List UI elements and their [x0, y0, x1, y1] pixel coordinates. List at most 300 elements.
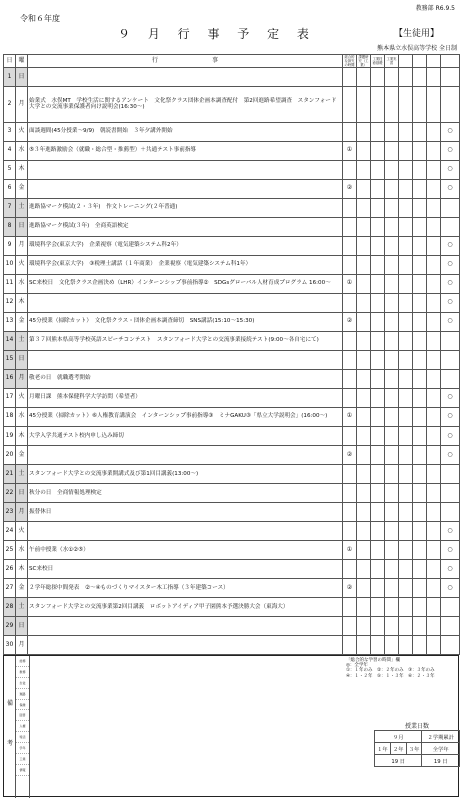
day-of-week: 木 [16, 426, 28, 445]
integrated-study-mark: ② [343, 445, 357, 464]
practice-mark: ○ [441, 160, 460, 179]
integrated-study-mark [343, 87, 357, 122]
event-text [28, 521, 343, 540]
day-number: 17 [4, 388, 16, 407]
practice-mark: ○ [441, 578, 460, 597]
integrated-study-mark [343, 483, 357, 502]
column-header-blank-2 [413, 55, 427, 68]
mark-cell [427, 578, 441, 597]
integrated-study-mark: ② [343, 179, 357, 198]
mark-cell [399, 540, 413, 559]
mark-cell [399, 198, 413, 217]
integrated-study-mark [343, 635, 357, 654]
practice-mark [441, 597, 460, 616]
mark-cell [413, 236, 427, 255]
schedule-row [4, 369, 460, 388]
mark-cell [371, 521, 385, 540]
integrated-study-mark [343, 331, 357, 350]
mark-cell [413, 597, 427, 616]
integrated-study-mark [343, 236, 357, 255]
day-number: 6 [4, 179, 16, 198]
schedule-table [3, 54, 460, 655]
remarks-category: 工業 [16, 754, 29, 765]
legend-line: ◎：全学年 [346, 663, 368, 669]
mark-cell [427, 464, 441, 483]
remarks-label-bottom: 考 [7, 740, 14, 747]
day-number: 19 [4, 426, 16, 445]
mark-cell [427, 274, 441, 293]
mark-cell [357, 521, 371, 540]
day-of-week: 金 [16, 578, 28, 597]
mark-cell [385, 559, 399, 578]
mark-cell [399, 236, 413, 255]
mark-cell [427, 331, 441, 350]
practice-mark [441, 68, 460, 87]
mark-cell [399, 616, 413, 635]
schedule-row [4, 426, 460, 445]
mark-cell [371, 635, 385, 654]
event-text: 第３７回熊本県高等学校英語スピーチコンテスト スタンフォード大学との交流事業接続テスト(9:00～各自宅にて) [28, 331, 343, 350]
integrated-study-mark [343, 293, 357, 312]
mark-cell [385, 483, 399, 502]
mark-cell [427, 445, 441, 464]
practice-mark: ○ [441, 312, 460, 331]
mark-cell [427, 198, 441, 217]
mark-cell [427, 426, 441, 445]
mark-cell [399, 68, 413, 87]
mark-cell [371, 179, 385, 198]
integrated-study-mark [343, 426, 357, 445]
event-text: 振替休日 [28, 502, 343, 521]
practice-mark [441, 635, 460, 654]
column-header-events: 行 事 [28, 55, 343, 68]
column-header-kadai: 課題研究（工業） [357, 55, 371, 68]
mark-cell [427, 122, 441, 141]
day-of-week: 日 [16, 483, 28, 502]
schedule-row [4, 350, 460, 369]
legend-line: 「総合的な学習の時間」欄 [346, 658, 400, 663]
mark-cell [385, 331, 399, 350]
schedule-row [4, 521, 460, 540]
integrated-study-legend [346, 658, 457, 679]
mark-cell [371, 445, 385, 464]
mark-cell [413, 160, 427, 179]
mark-cell [357, 559, 371, 578]
days-month-header: ９月 [375, 731, 422, 743]
mark-cell [371, 464, 385, 483]
schedule-row [4, 540, 460, 559]
integrated-study-mark [343, 198, 357, 217]
mark-cell [427, 179, 441, 198]
mark-cell [385, 426, 399, 445]
day-number: 27 [4, 578, 16, 597]
day-of-week: 火 [16, 521, 28, 540]
event-text: 秋分の日 全商情報処理検定 [28, 483, 343, 502]
mark-cell [385, 597, 399, 616]
mark-cell [427, 312, 441, 331]
integrated-study-mark [343, 616, 357, 635]
mark-cell [357, 369, 371, 388]
mark-cell [385, 179, 399, 198]
mark-cell [399, 274, 413, 293]
mark-cell [399, 597, 413, 616]
event-text: スタンフォード大学との交流事業第2回目講義 ロボットアイディア甲子園熊本予選決勝大会（東海大） [28, 597, 343, 616]
day-number: 13 [4, 312, 16, 331]
day-of-week: 水 [16, 274, 28, 293]
legend-line: ④：１・２年 ⑤：１・３年 ⑥：２・３年 [346, 673, 435, 679]
column-header-tankyu: 総合的な探究の時間 [343, 55, 357, 68]
mark-cell [427, 68, 441, 87]
day-number: 21 [4, 464, 16, 483]
day-of-week: 火 [16, 388, 28, 407]
mark-cell [357, 255, 371, 274]
remarks-category: 図書 [16, 710, 29, 721]
day-of-week: 金 [16, 179, 28, 198]
remarks-category: 総務 [16, 656, 29, 667]
mark-cell [413, 141, 427, 160]
mark-cell [399, 141, 413, 160]
day-number: 14 [4, 331, 16, 350]
integrated-study-mark [343, 350, 357, 369]
integrated-study-mark [343, 388, 357, 407]
day-number: 24 [4, 521, 16, 540]
mark-cell [357, 160, 371, 179]
mark-cell [413, 426, 427, 445]
schedule-row [4, 274, 460, 293]
day-of-week: 日 [16, 350, 28, 369]
day-of-week: 土 [16, 331, 28, 350]
mark-cell [357, 141, 371, 160]
practice-mark: ○ [441, 445, 460, 464]
mark-cell [399, 331, 413, 350]
event-text: 進路協マーク模試(２・３年) 作文トレーニング(２年普通) [28, 198, 343, 217]
schedule-row [4, 559, 460, 578]
practice-mark: ○ [441, 388, 460, 407]
days-month-value: 19 日 [375, 755, 422, 767]
mark-cell [357, 350, 371, 369]
mark-cell [427, 502, 441, 521]
mark-cell [357, 274, 371, 293]
mark-cell [385, 217, 399, 236]
schedule-row [4, 635, 460, 654]
mark-cell [357, 312, 371, 331]
mark-cell [413, 331, 427, 350]
day-of-week: 金 [16, 312, 28, 331]
day-number: 26 [4, 559, 16, 578]
mark-cell [413, 540, 427, 559]
day-of-week: 火 [16, 122, 28, 141]
mark-cell [413, 312, 427, 331]
schedule-row [4, 160, 460, 179]
practice-mark: ○ [441, 122, 460, 141]
mark-cell [399, 426, 413, 445]
day-of-week: 金 [16, 445, 28, 464]
mark-cell [413, 179, 427, 198]
mark-cell [385, 293, 399, 312]
mark-cell [371, 331, 385, 350]
day-of-week: 月 [16, 635, 28, 654]
fiscal-year: 令和６年度 [20, 14, 60, 23]
integrated-study-mark: ① [343, 540, 357, 559]
day-of-week: 日 [16, 68, 28, 87]
mark-cell [385, 369, 399, 388]
mark-cell [413, 502, 427, 521]
days-grade2: ２年 [390, 743, 406, 755]
schedule-row [4, 502, 460, 521]
integrated-study-mark [343, 217, 357, 236]
practice-mark [441, 198, 460, 217]
mark-cell [399, 350, 413, 369]
day-number: 7 [4, 198, 16, 217]
mark-cell [427, 217, 441, 236]
mark-cell [427, 293, 441, 312]
day-number: 29 [4, 616, 16, 635]
schedule-row [4, 68, 460, 87]
integrated-study-mark [343, 597, 357, 616]
mark-cell [357, 293, 371, 312]
mark-cell [357, 578, 371, 597]
event-text: 面談週間(45分授業～9/9) 朝読書開始 ３年夕講外開始 [28, 122, 343, 141]
integrated-study-mark: ① [343, 274, 357, 293]
schedule-row [4, 141, 460, 160]
event-text: 大学入学共通テスト校内申し込み締切 [28, 426, 343, 445]
schedule-rows [4, 68, 460, 655]
schedule-row [4, 388, 460, 407]
day-of-week: 土 [16, 198, 28, 217]
mark-cell [371, 540, 385, 559]
mark-cell [385, 540, 399, 559]
practice-mark: ○ [441, 521, 460, 540]
mark-cell [427, 616, 441, 635]
mark-cell [385, 407, 399, 426]
mark-cell [385, 198, 399, 217]
mark-cell [427, 369, 441, 388]
day-number: 23 [4, 502, 16, 521]
mark-cell [385, 122, 399, 141]
event-text [28, 179, 343, 198]
mark-cell [385, 312, 399, 331]
mark-cell [371, 274, 385, 293]
mark-cell [357, 217, 371, 236]
event-text [28, 350, 343, 369]
day-of-week: 木 [16, 559, 28, 578]
mark-cell [371, 312, 385, 331]
mark-cell [399, 635, 413, 654]
mark-cell [427, 388, 441, 407]
mark-cell [427, 540, 441, 559]
mark-cell [371, 68, 385, 87]
mark-cell [399, 521, 413, 540]
mark-cell [413, 217, 427, 236]
mark-cell [357, 426, 371, 445]
mark-cell [371, 502, 385, 521]
day-number: 1 [4, 68, 16, 87]
schedule-row [4, 464, 460, 483]
mark-cell [371, 369, 385, 388]
practice-mark [441, 350, 460, 369]
mark-cell [413, 198, 427, 217]
schedule-row [4, 217, 460, 236]
day-number: 8 [4, 217, 16, 236]
mark-cell [357, 616, 371, 635]
day-number: 22 [4, 483, 16, 502]
day-of-week: 日 [16, 217, 28, 236]
event-text: ⑤３年進路激励会（就職・総合型・推薦型）＋共通テスト事前指導 [28, 141, 343, 160]
event-text: 環境科学会(東京大学) ③税理士講話（１年商業） 企業視察（電気建築システム科1年） [28, 255, 343, 274]
practice-mark [441, 502, 460, 521]
mark-cell [371, 236, 385, 255]
event-text [28, 616, 343, 635]
day-of-week: 土 [16, 597, 28, 616]
day-of-week: 月 [16, 87, 28, 122]
mark-cell [399, 179, 413, 198]
mark-cell [413, 635, 427, 654]
integrated-study-mark [343, 122, 357, 141]
schedule-row [4, 616, 460, 635]
mark-cell [357, 122, 371, 141]
mark-cell [385, 274, 399, 293]
practice-mark [441, 616, 460, 635]
legend-line: ①：１年のみ ②：２年のみ ③：３年のみ [346, 668, 435, 674]
day-of-week: 水 [16, 141, 28, 160]
mark-cell [399, 502, 413, 521]
mark-cell [357, 483, 371, 502]
mark-cell [385, 236, 399, 255]
mark-cell [413, 122, 427, 141]
day-of-week: 木 [16, 160, 28, 179]
mark-cell [413, 369, 427, 388]
mark-cell [385, 350, 399, 369]
mark-cell [371, 141, 385, 160]
day-of-week: 月 [16, 236, 28, 255]
column-header-dow: 曜 [16, 55, 28, 68]
mark-cell [371, 388, 385, 407]
mark-cell [371, 87, 385, 122]
mark-cell [427, 87, 441, 122]
event-text: 始業式 水俣MT 学校生活に関するアンケート 文化祭クラス団体企画本調査配付 第2回進路希望調査 スタンフォード大学との交流事業保護者向け説明会(16:30～) [28, 87, 343, 122]
day-number: 5 [4, 160, 16, 179]
mark-cell [357, 635, 371, 654]
practice-mark [441, 464, 460, 483]
integrated-study-mark [343, 502, 357, 521]
integrated-study-mark [343, 559, 357, 578]
mark-cell [371, 407, 385, 426]
class-days-table [374, 730, 460, 767]
integrated-study-mark [343, 464, 357, 483]
mark-cell [399, 160, 413, 179]
mark-cell [399, 483, 413, 502]
day-number: 15 [4, 350, 16, 369]
practice-mark: ○ [441, 274, 460, 293]
event-text: 進路協マーク模試(３年) 全商英語検定 [28, 217, 343, 236]
practice-mark: ○ [441, 141, 460, 160]
mark-cell [427, 141, 441, 160]
practice-mark: ○ [441, 426, 460, 445]
mark-cell [399, 388, 413, 407]
mark-cell [385, 464, 399, 483]
mark-cell [385, 388, 399, 407]
integrated-study-mark [343, 68, 357, 87]
mark-cell [385, 616, 399, 635]
day-of-week: 火 [16, 255, 28, 274]
schedule-row [4, 483, 460, 502]
practice-mark [441, 331, 460, 350]
class-days-caption: 授業日数 [404, 723, 429, 730]
day-number: 30 [4, 635, 16, 654]
schedule-row [4, 312, 460, 331]
mark-cell [357, 388, 371, 407]
mark-cell [357, 198, 371, 217]
day-number: 11 [4, 274, 16, 293]
event-text [28, 445, 343, 464]
mark-cell [427, 236, 441, 255]
mark-cell [399, 255, 413, 274]
mark-cell [399, 407, 413, 426]
mark-cell [399, 559, 413, 578]
remarks-category: 情報 [16, 765, 29, 776]
mark-cell [399, 122, 413, 141]
mark-cell [399, 87, 413, 122]
school-name: 熊本県立水俣高等学校 全日制 [377, 45, 457, 52]
schedule-row [4, 445, 460, 464]
practice-mark [441, 369, 460, 388]
mark-cell [357, 445, 371, 464]
page-title: ９ 月 行 事 予 定 表 [118, 27, 316, 41]
mark-cell [385, 521, 399, 540]
remarks-label-top: 備 [7, 700, 14, 707]
mark-cell [371, 350, 385, 369]
mark-cell [357, 464, 371, 483]
day-of-week: 日 [16, 616, 28, 635]
mark-cell [385, 578, 399, 597]
column-header-jisshu: 工業実習 [385, 55, 399, 68]
day-of-week: 水 [16, 407, 28, 426]
mark-cell [371, 160, 385, 179]
days-term-header: ２学期累計 [422, 731, 460, 743]
mark-cell [357, 502, 371, 521]
mark-cell [427, 350, 441, 369]
schedule-row [4, 236, 460, 255]
mark-cell [385, 141, 399, 160]
integrated-study-mark: ① [343, 407, 357, 426]
mark-cell [371, 483, 385, 502]
day-number: 20 [4, 445, 16, 464]
days-grade3: ３年 [406, 743, 422, 755]
practice-mark: ○ [441, 559, 460, 578]
schedule-row [4, 255, 460, 274]
mark-cell [413, 445, 427, 464]
practice-mark: ○ [441, 236, 460, 255]
mark-cell [399, 578, 413, 597]
day-number: 28 [4, 597, 16, 616]
mark-cell [371, 122, 385, 141]
mark-cell [357, 407, 371, 426]
practice-mark [441, 483, 460, 502]
mark-cell [427, 597, 441, 616]
day-of-week: 月 [16, 502, 28, 521]
days-all-grades: 全学年 [422, 743, 460, 755]
mark-cell [413, 350, 427, 369]
mark-cell [371, 578, 385, 597]
mark-cell [399, 217, 413, 236]
days-grade1: １年 [375, 743, 391, 755]
integrated-study-mark: ① [343, 141, 357, 160]
mark-cell [413, 521, 427, 540]
remarks-category: 生徒 [16, 678, 29, 689]
mark-cell [357, 179, 371, 198]
mark-cell [413, 255, 427, 274]
column-header-blank-3 [427, 55, 441, 68]
